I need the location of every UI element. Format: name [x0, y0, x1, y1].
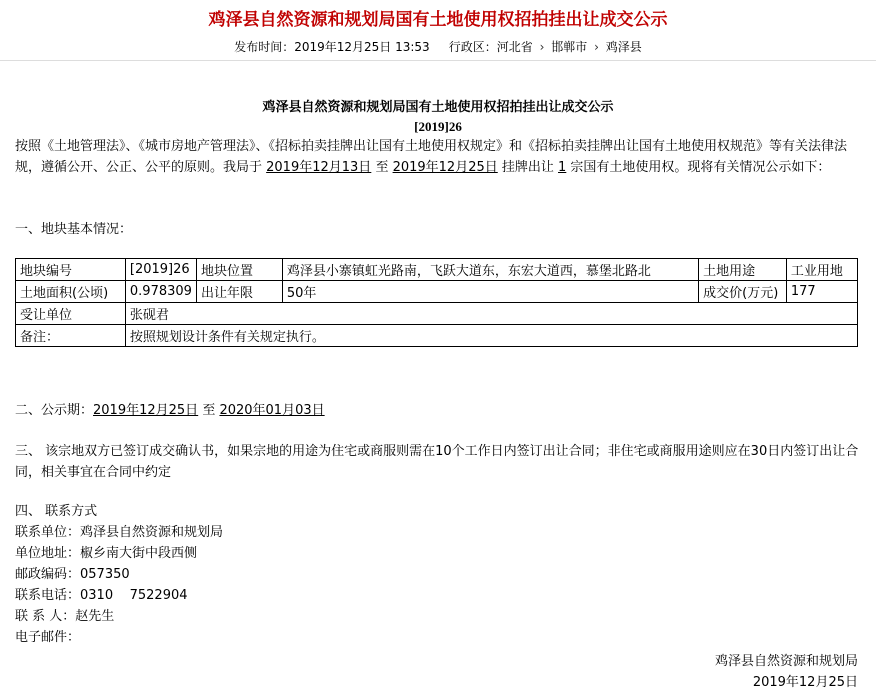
table-cell: 177	[786, 281, 857, 303]
table-row	[16, 259, 858, 281]
divider	[0, 60, 876, 61]
signature-date: 2019年12月25日	[752, 675, 858, 690]
contact-line: 联 系 人：赵先生	[15, 609, 115, 624]
parcel-count: 1	[558, 160, 567, 175]
breadcrumb-separator: ›	[594, 40, 599, 54]
contact-line: 联系电话：0310 7522904	[15, 588, 188, 603]
listing-end-date: 2019年12月25日	[392, 160, 498, 175]
contact-line: 邮政编码：057350	[15, 567, 130, 582]
intro-text: 挂牌出让	[497, 160, 559, 175]
table-cell: 张砚君	[125, 303, 857, 325]
intro-text: 按照《土地管理法》、《城市房地产管理法》、《招标拍卖挂牌出让国有土地使用权规定》和《招标拍卖挂牌出让国有土地使用权规范》等有关法律法规，遵循公开、公正、公平的原则。我局于	[15, 139, 848, 175]
table-cell: 成交价(万元)	[699, 281, 787, 303]
table-cell: 0.978309	[125, 281, 196, 303]
table-cell: 地块位置	[196, 259, 282, 281]
table-row	[16, 281, 858, 303]
table-cell: 备注：	[16, 325, 126, 347]
table-cell: 工业用地	[786, 259, 857, 281]
table-row	[16, 303, 858, 325]
listing-start-date: 2019年12月13日	[266, 160, 372, 175]
table-cell: 鸡泽县小寨镇虹光路南，飞跃大道东，东宏大道西，慕堡北路北	[282, 259, 698, 281]
notice-start-date: 2019年12月25日	[93, 403, 199, 418]
section-4-heading: 四、 联系方式	[15, 504, 98, 519]
contact-line: 联系单位：鸡泽县自然资源和规划局	[15, 525, 224, 540]
intro-paragraph	[15, 136, 861, 178]
section-1-heading: 一、地块基本情况：	[15, 222, 133, 237]
table-cell: 受让单位	[16, 303, 126, 325]
region-province-link[interactable]: 河北省	[496, 40, 533, 54]
table-cell: 出让年限	[196, 281, 282, 303]
table-cell: 土地用途	[699, 259, 787, 281]
section-2-label: 二、公示期：	[15, 403, 94, 418]
table-cell: [2019]26	[125, 259, 196, 281]
table-cell: 按照规划设计条件有关规定执行。	[125, 325, 857, 347]
section-3-paragraph: 三、 该宗地双方已签订成交确认书，如果宗地的用途为住宅或商服则需在10个工作日内签订出让合同；非住宅或商服用途则应在30日内签订出让合同，相关事宜在合同中约定	[15, 444, 859, 480]
parcel-info-table	[15, 258, 858, 347]
contact-line: 电子邮件：	[15, 630, 81, 645]
table-row	[16, 325, 858, 347]
publish-time: 2019年12月25日 13:53	[294, 40, 430, 54]
publish-label: 发布时间：	[234, 40, 295, 54]
document-title: 鸡泽县自然资源和规划局国有土地使用权招拍挂出让成交公示	[262, 100, 614, 115]
section-2-notice-period	[15, 400, 861, 421]
table-cell: 50年	[282, 281, 698, 303]
page-title: 鸡泽县自然资源和规划局国有土地使用权招拍挂出让成交公示	[208, 10, 668, 30]
table-cell: 土地面积(公顷)	[16, 281, 126, 303]
intro-text: 至	[371, 160, 393, 175]
region-county-link[interactable]: 鸡泽县	[605, 40, 642, 54]
signature-org: 鸡泽县自然资源和规划局	[714, 654, 858, 669]
section-2-separator: 至	[198, 403, 220, 418]
region-city-link[interactable]: 邯郸市	[551, 40, 588, 54]
notice-end-date: 2020年01月03日	[219, 403, 325, 418]
table-cell: 地块编号	[16, 259, 126, 281]
breadcrumb-separator: ›	[539, 40, 545, 54]
document-number: [2019]26	[414, 119, 462, 134]
intro-text: 宗国有土地使用权。现将有关情况公示如下：	[566, 160, 831, 175]
contact-line: 单位地址：椒乡南大街中段西侧	[15, 546, 198, 561]
region-label: 行政区：	[448, 40, 497, 54]
meta-bar	[0, 38, 876, 55]
